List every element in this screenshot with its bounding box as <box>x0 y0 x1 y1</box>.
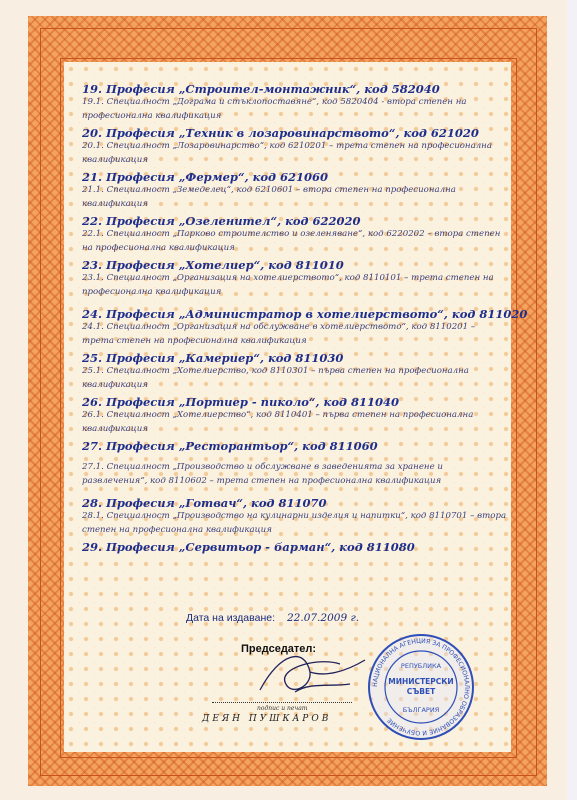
profession-title: 25. Професия „Камериер“, код 811030 <box>82 351 344 365</box>
signer-name: ДЕЯН ПУШКАРОВ <box>202 714 332 724</box>
specialty-text: 26.1. Специалност „Хотелиерство“, код 8110401 – първа степен на професионална квалификация <box>82 410 474 434</box>
profession-item <box>82 307 528 348</box>
professions-list <box>82 82 528 554</box>
profession-item <box>82 395 522 436</box>
stamp-line-3: СЪВЕТ <box>406 687 436 696</box>
profession-title: 21. Професия „Фермер“, код 621060 <box>82 170 329 184</box>
specialty-text: 28.1. Специалност „Производство на кулинарни изделия и напитки“, код 8110701 – втора степен на професионална квалификация <box>82 511 507 535</box>
stamp-line-1: РЕПУБЛИКА <box>400 662 442 670</box>
specialty-text: 24.1. Специалност „Организация на обслужване в хотелиерството“, код 8110201 – трета степен на професионална квалификация <box>82 322 476 346</box>
profession-item <box>82 439 522 488</box>
profession-item <box>82 170 522 211</box>
profession-item <box>82 126 522 167</box>
specialty-text: 19.1. Специалност „Дограма и стъклопоставяне“, код 5820404 - втора степен на професионална квалификация <box>82 97 467 121</box>
issue-date-value: 22.07.2009 г. <box>287 612 360 624</box>
profession-title: 20. Професия „Техник в лозаровинарството“, код 621020 <box>82 126 479 140</box>
specialty-text: 21.1. Специалност „Земеделец“, код 6210601 – втора степен на професионална квалификация <box>82 185 456 209</box>
profession-title: 22. Професия „Озеленител“, код 622020 <box>82 214 361 228</box>
profession-title: 24. Професия „Администратор в хотелиерството“, код 811020 <box>82 307 528 321</box>
profession-item <box>82 82 522 123</box>
signature-caption: подпис и печат <box>257 705 308 712</box>
specialty-text: 22.1. Специалност „Парково строителство и озеленяване“, код 6220202 – втора степен на професионална квалификация <box>82 229 501 253</box>
profession-title: 26. Професия „Портиер - пиколо“, код 811040 <box>82 395 400 409</box>
issue-date-label: Дата на издаване: <box>186 612 275 624</box>
specialty-text: 20.1. Специалност „Лозаровинарство“, код 6210201 – трета степен на професионална квалификация <box>82 141 492 165</box>
specialty-text: 25.1. Специалност „Хотелиерство, код 8110301 – първа степен на професионална квалификация <box>82 366 469 390</box>
profession-item <box>82 258 522 299</box>
handwritten-signature <box>250 642 370 702</box>
chairman-label: Председател: <box>241 643 317 655</box>
stamp-outer-text: НАЦИОНАЛНА АГЕНЦИЯ ЗА ПРОФЕСИОНАЛНО ОБРАЗОВАНИЕ И ОБУЧЕНИЕ <box>371 637 471 737</box>
profession-title: 29. Професия „Сервитьор - барман“, код 811080 <box>82 540 415 554</box>
official-stamp-icon <box>366 632 476 742</box>
profession-title: 19. Професия „Строител-монтажник“, код 582040 <box>82 82 440 96</box>
profession-item <box>82 351 522 392</box>
profession-title: 27. Професия „Ресторантьор“, код 811060 <box>82 439 378 453</box>
profession-title: 28. Професия „Готвач“, код 811070 <box>82 496 327 510</box>
specialty-text: 27.1. Специалност „Производство и обслужване в заведенията за хранене и развлечения“, код 8110602 – трета степен на професионална квалификация <box>82 462 443 486</box>
stamp-line-2: МИНИСТЕРСКИ <box>388 677 454 686</box>
profession-title: 23. Професия „Хотелиер“, код 811010 <box>82 258 344 272</box>
profession-item <box>82 214 522 255</box>
stamp-line-4: БЪЛГАРИЯ <box>402 706 440 714</box>
specialty-text: 23.1. Специалност „Организация на хотелиерството“, код 8110101 – трета степен на професионална квалификация <box>82 273 494 297</box>
signature-line <box>212 702 352 703</box>
profession-item <box>82 540 522 554</box>
profession-item <box>82 496 522 537</box>
